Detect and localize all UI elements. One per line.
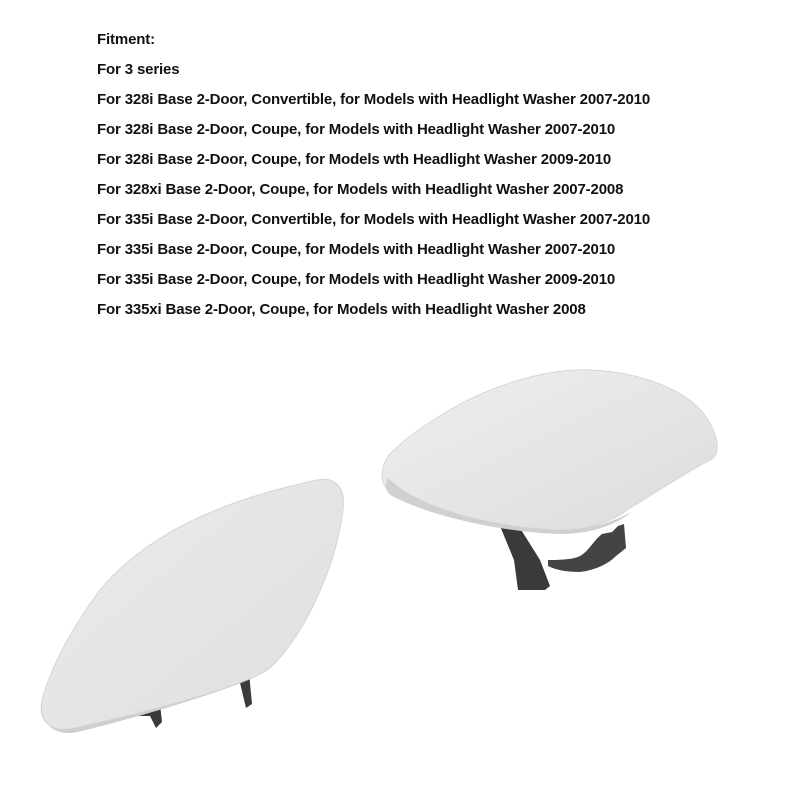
fitment-line: For 335i Base 2-Door, Coupe, for Models with Headlight Washer 2009-2010 (97, 271, 616, 288)
fitment-line: For 335i Base 2-Door, Convertible, for Models with Headlight Washer 2007-2010 (97, 211, 651, 228)
fitment-line: For 328i Base 2-Door, Coupe, for Models with Headlight Washer 2007-2010 (97, 121, 616, 138)
left-washer-cover (41, 479, 343, 733)
fitment-heading: Fitment: (97, 31, 155, 48)
fitment-line: For 335i Base 2-Door, Coupe, for Models with Headlight Washer 2007-2010 (97, 241, 616, 258)
fitment-line: For 3 series (97, 61, 180, 78)
right-washer-cover (382, 370, 717, 534)
fitment-line: For 328i Base 2-Door, Convertible, for Models with Headlight Washer 2007-2010 (97, 91, 651, 108)
washer-covers-illustration (0, 340, 800, 780)
fitment-line: For 328i Base 2-Door, Coupe, for Models wth Headlight Washer 2009-2010 (97, 151, 612, 168)
fitment-line: For 328xi Base 2-Door, Coupe, for Models with Headlight Washer 2007-2008 (97, 181, 624, 198)
fitment-line: For 335xi Base 2-Door, Coupe, for Models with Headlight Washer 2008 (97, 301, 586, 318)
fitment-list (97, 29, 650, 329)
product-image (0, 340, 800, 780)
